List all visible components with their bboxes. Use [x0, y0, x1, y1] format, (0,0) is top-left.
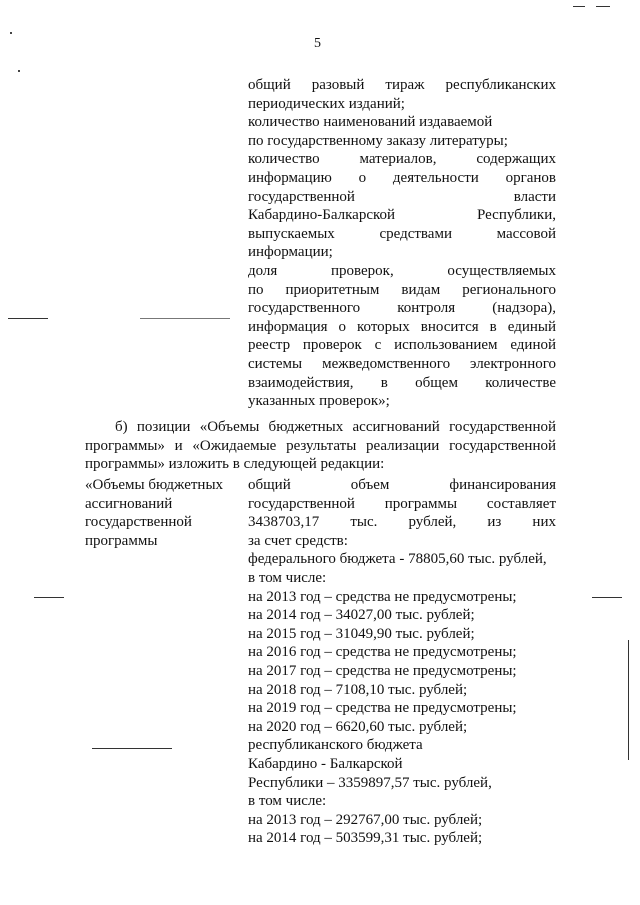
table-right-line: в том числе: [248, 793, 327, 810]
table-right-line: за счет средств: [248, 532, 348, 549]
indicator-line: реестр проверок с использованием единой [248, 337, 556, 354]
table-left-line: государственной [85, 514, 192, 531]
scan-mark [8, 318, 48, 319]
table-right-line: республиканского бюджета [248, 737, 423, 754]
table-right-line: на 2014 год – 503599,31 тыс. рублей; [248, 830, 483, 847]
table-left-line: «Объемы бюджетных [85, 477, 224, 493]
table-left-line: ассигнований [85, 495, 173, 512]
table-right-line: на 2019 год – средства не предусмотрены; [248, 700, 517, 717]
table-right-line: на 2014 год – 34027,00 тыс. рублей; [248, 607, 475, 624]
indicator-line: выпускаемых средствами массовой [248, 225, 556, 242]
indicator-line: государственного контроля (надзора), [248, 300, 556, 317]
table-right-line: в том числе: [248, 569, 327, 586]
table-right-line: общий объем финансирования [248, 477, 556, 493]
paragraph-line: б) позиции «Объемы бюджетных ассигнований государственной [115, 419, 556, 435]
scan-mark [592, 597, 622, 598]
table-right-line: Республики – 3359897,57 тыс. рублей, [248, 774, 492, 791]
scan-mark [628, 640, 629, 760]
table-right-line: 3438703,17 тыс. рублей, из них [248, 514, 556, 531]
table-right-line: на 2017 год – средства не предусмотрены; [248, 662, 517, 679]
table-right-line: государственной программы составляет [248, 495, 556, 512]
paragraph-b [85, 418, 556, 474]
indicator-line: по приоритетным видам регионального [248, 281, 556, 298]
table-right-line: на 2013 год – средства не предусмотрены; [248, 588, 517, 605]
indicator-line: системы межведомственного электронного [248, 355, 556, 372]
indicator-line: государственной власти [248, 188, 556, 205]
indicator-line: общий разовый тираж республиканских [248, 77, 556, 93]
indicator-line: количество наименований издаваемой [248, 114, 493, 131]
paragraph-line: программы» изложить в следующей редакции: [85, 456, 385, 473]
table-right-line: на 2013 год – 292767,00 тыс. рублей; [248, 811, 483, 828]
indicator-line: доля проверок, осуществляемых [248, 262, 556, 279]
table-left-line: программы [85, 532, 158, 549]
table-right-line: Кабардино - Балкарской [248, 755, 403, 772]
table-right-cell [248, 476, 556, 848]
table-right-line: на 2016 год – средства не предусмотрены; [248, 644, 517, 661]
indicator-line: по государственному заказу литературы; [248, 132, 508, 149]
indicator-line: Кабардино-Балкарской Республики, [248, 207, 556, 224]
table-right-line: федерального бюджета - 78805,60 тыс. рублей, [248, 551, 547, 568]
table-right-line: на 2018 год – 7108,10 тыс. рублей; [248, 681, 468, 698]
indicator-line: взаимодействия, в общем количестве [248, 374, 556, 391]
indicator-line: информацию о деятельности органов [248, 169, 556, 186]
budget-table [85, 476, 556, 848]
indicator-line: указанных проверок»; [248, 393, 390, 410]
indicator-line: информация о которых вносится в единый [248, 318, 556, 335]
page-number: 5 [314, 36, 321, 51]
indicators-list [248, 76, 556, 411]
scan-mark [140, 318, 230, 319]
table-right-line: на 2020 год – 6620,60 тыс. рублей; [248, 718, 468, 735]
scan-mark [596, 6, 610, 7]
scan-mark [18, 70, 20, 72]
scan-mark [573, 6, 585, 7]
indicator-line: периодических изданий; [248, 95, 405, 112]
table-right-line: на 2015 год – 31049,90 тыс. рублей; [248, 625, 475, 642]
indicator-line: количество материалов, содержащих [248, 151, 556, 168]
paragraph-line: программы» и «Ожидаемые результаты реализации государственной [85, 437, 556, 454]
scan-mark [92, 748, 172, 749]
scan-mark [34, 597, 64, 598]
table-left-cell [85, 476, 248, 848]
indicator-line: информации; [248, 244, 333, 261]
scan-mark [10, 32, 12, 34]
